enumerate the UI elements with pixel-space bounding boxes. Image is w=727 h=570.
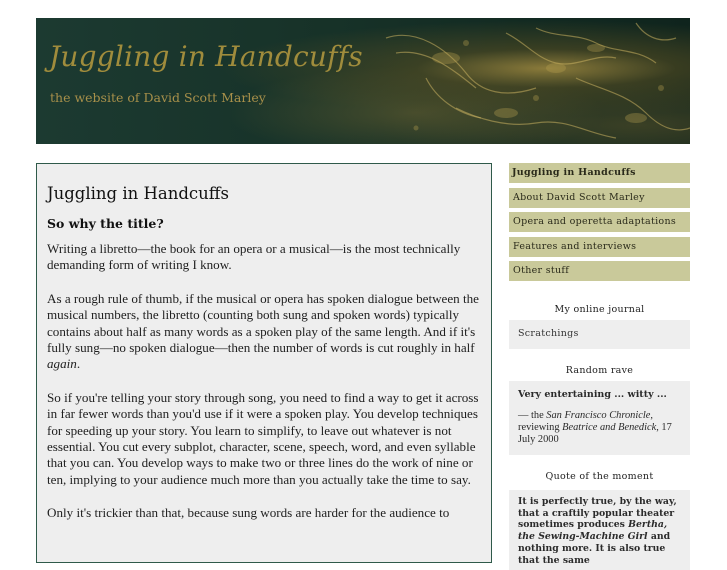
quote-box (509, 490, 690, 570)
nav-item-features-interviews[interactable]: Features and interviews (509, 237, 690, 257)
rave-source-work: Beatrice and Benedick (562, 422, 657, 433)
rave-source (518, 410, 681, 446)
quote-text-a: It is perfectly true, by the way, that a craftily popular theater sometimes produces (518, 496, 677, 531)
rave-source-mid: , reviewing (518, 410, 653, 433)
rave-quote: Very entertaining ... witty ... (518, 389, 667, 400)
nav-item-opera-adaptations[interactable]: Opera and operetta adaptations (509, 212, 690, 232)
journal-link[interactable]: Scratchings (518, 328, 579, 339)
paragraph-2 (47, 291, 481, 373)
paragraph-2-end: . (76, 356, 81, 372)
nav-item-other-stuff[interactable]: Other stuff (509, 261, 690, 281)
sidebar (509, 163, 690, 570)
section-heading: So why the title? (47, 216, 164, 231)
site-banner (36, 18, 690, 144)
quote-text (518, 496, 681, 566)
site-title[interactable]: Juggling in Handcuffs (49, 40, 363, 73)
page-title: Juggling in Handcuffs (47, 184, 229, 203)
site-subtitle: the website of David Scott Marley (50, 90, 266, 105)
nav-item-about[interactable]: About David Scott Marley (509, 188, 690, 208)
paragraph-1: Writing a libretto—the book for an opera or a musical—is the most technically demanding form of writing I know. (47, 241, 461, 273)
quote-text-b: and nothing more. It is also true that the same (518, 531, 671, 566)
quote-text-title: Bertha, the Sewing-Machine Girl (518, 519, 668, 543)
quote-heading: Quote of the moment (545, 471, 654, 482)
paragraph-4: Only it's trickier than that, because sung words are harder for the audience to (47, 505, 450, 521)
rave-box (509, 381, 690, 455)
paragraph-2-text: As a rough rule of thumb, if the musical or opera has spoken dialogue between the musical numbers, the libretto (counting both sung and spoken words) typically contains about half as many words as a spoken play of the same length. And if it's fully sung—no spoken dialogue—then the number of words is cut roughly in half (47, 290, 479, 356)
journal-box (509, 320, 690, 349)
rave-heading: Random rave (565, 365, 634, 376)
main-content (36, 163, 492, 563)
phoenix-artwork (36, 18, 690, 144)
nav-item-juggling-in-handcuffs[interactable]: Juggling in Handcuffs (509, 163, 690, 183)
rave-source-publication: San Francisco Chronicle (546, 410, 651, 421)
rave-source-date: , 17 July 2000 (518, 422, 672, 445)
paragraph-3: So if you're telling your story through song, you need to find a way to get it across in far fewer words than you'd use if it were a spoken play. You develop techniques for speeding up your story. You learn to simplify, to leave out whatever is not essential. You cut every subplot, character, scene, speech, word, and even syllable that you can. You develop ways to make two or three lines do the work of nine or ten, implying to your audience much more than you actually take the time to say. (47, 389, 479, 487)
rave-source-prefix: — the (518, 410, 547, 421)
paragraph-2-emphasis: again (47, 356, 77, 372)
journal-heading: My online journal (554, 304, 645, 315)
